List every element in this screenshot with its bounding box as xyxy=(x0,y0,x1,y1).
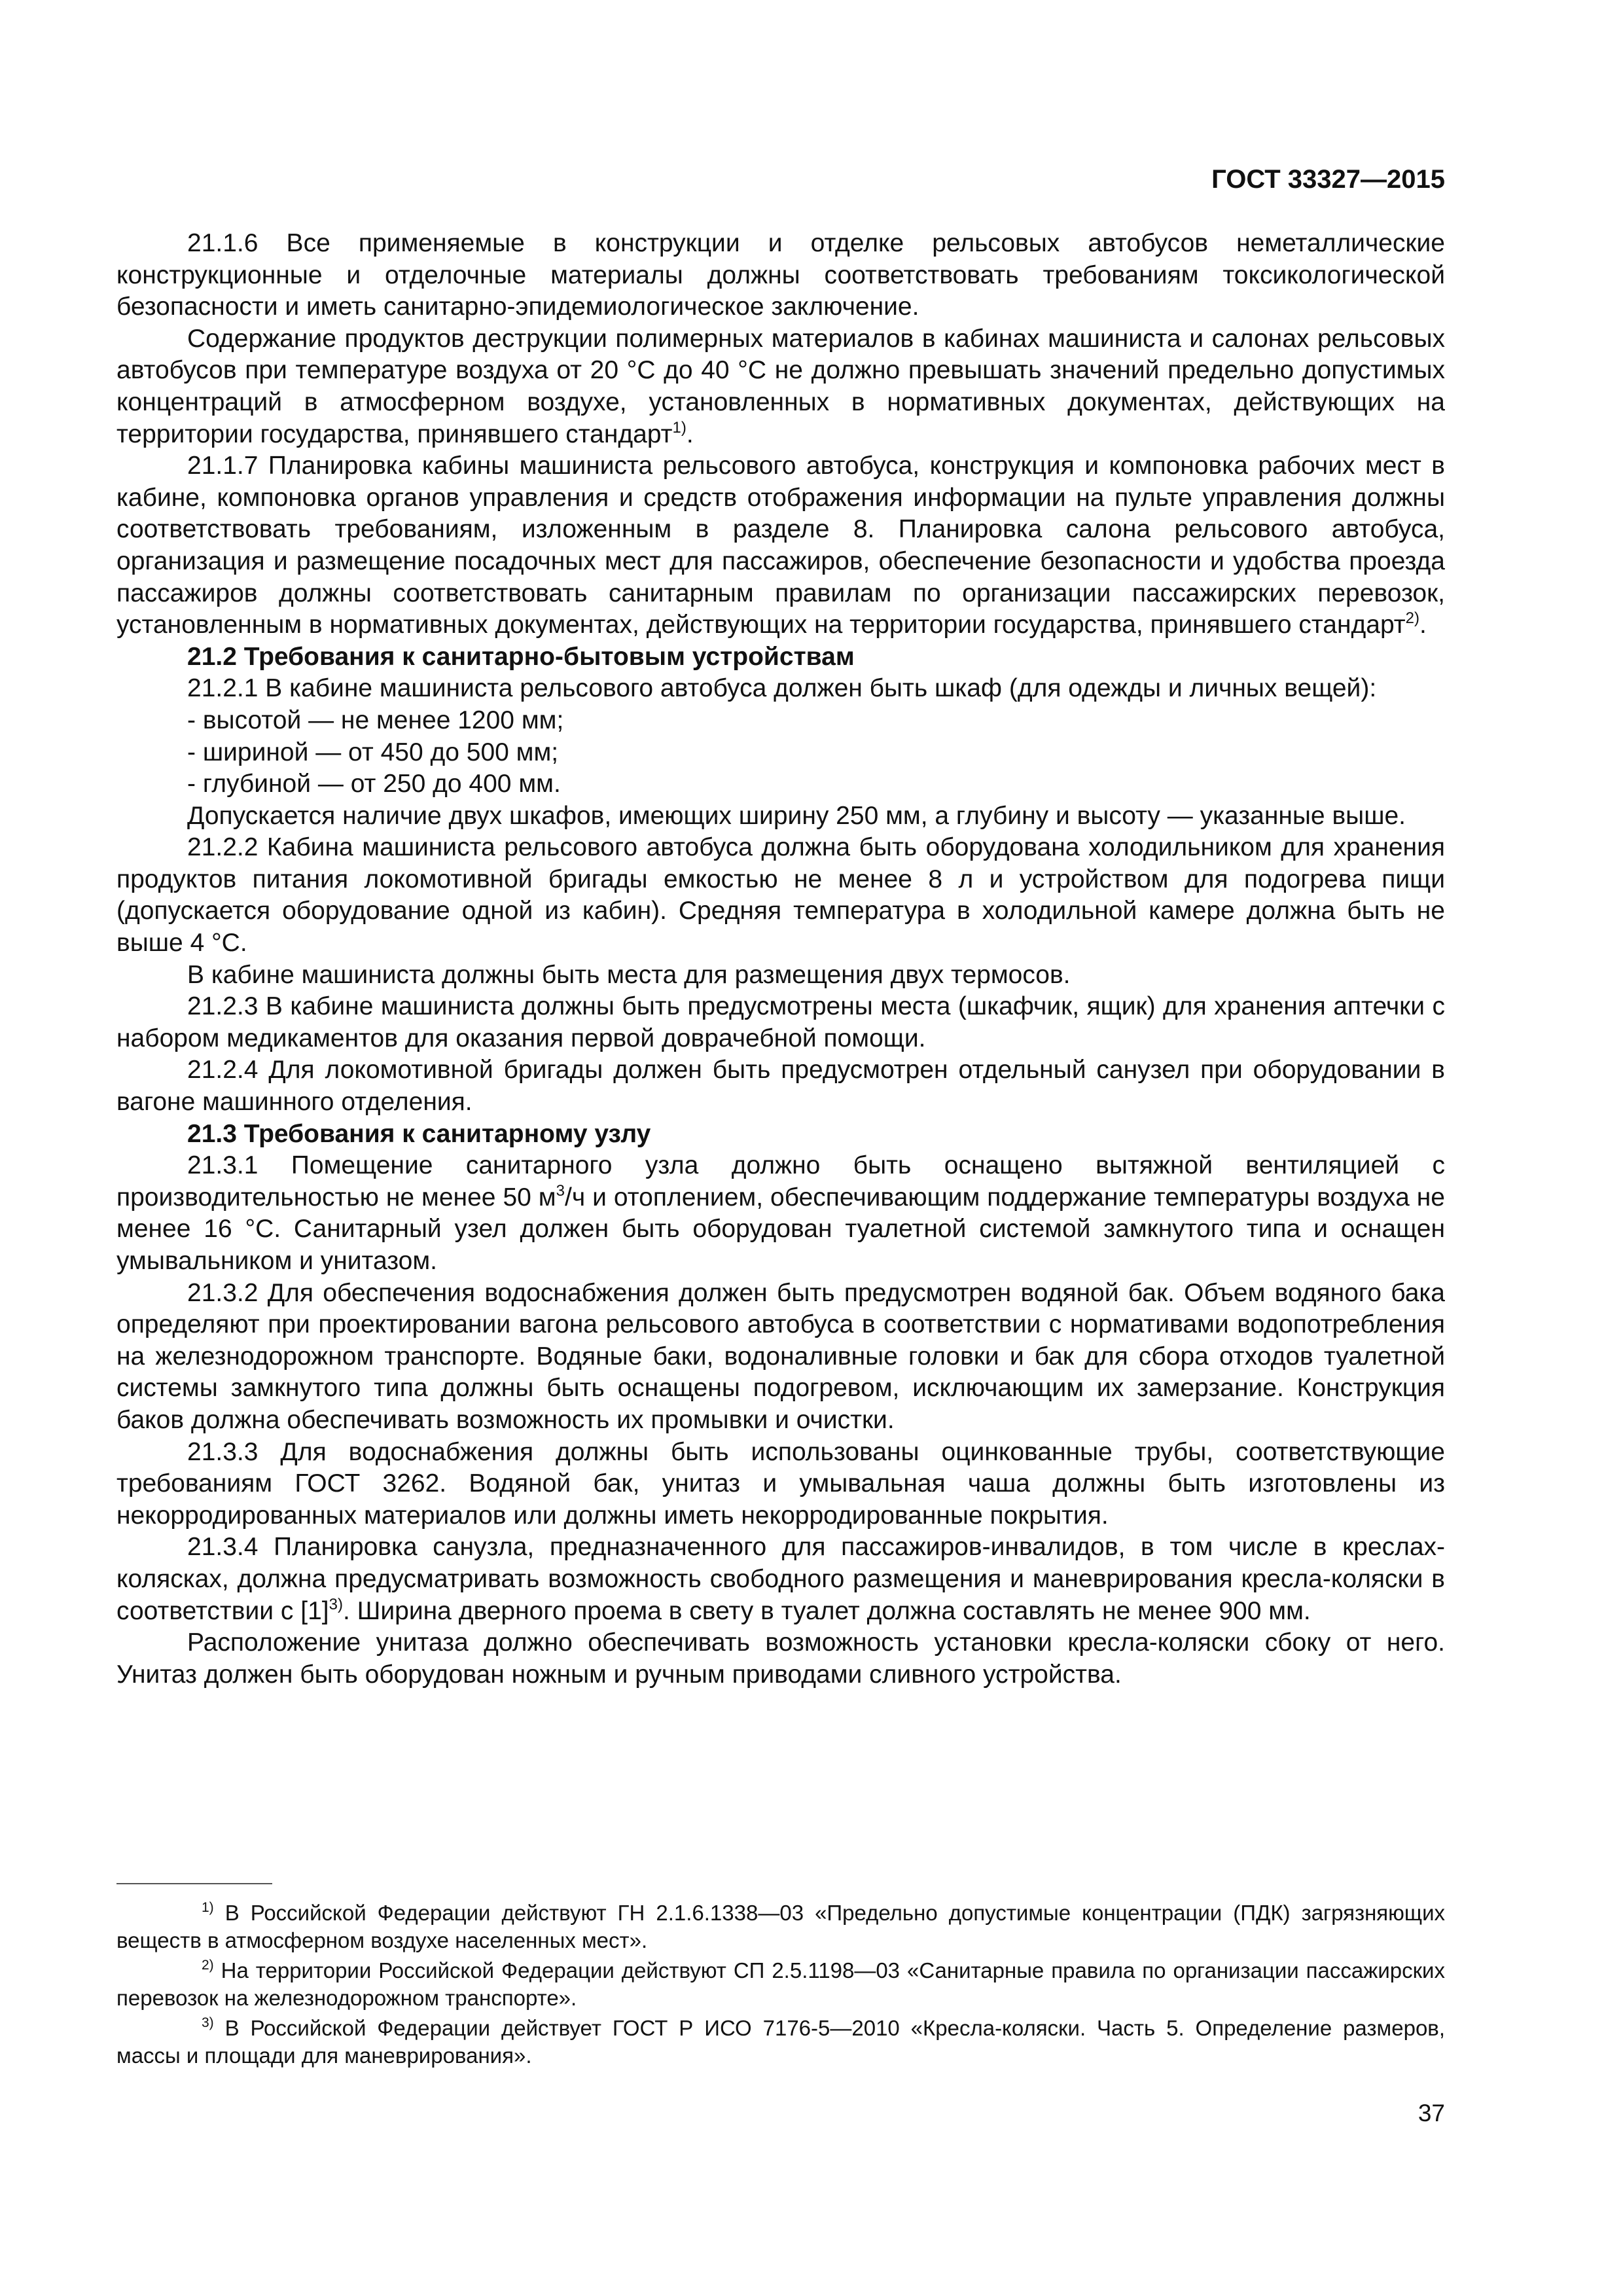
paragraph: Допускается наличие двух шкафов, имеющих ширину 250 мм, а глубину и высоту — указанные выше. xyxy=(187,801,1406,830)
paragraph: 21.3.1 Помещение санитарного узла должно быть оснащено вытяжной вентиляцией с производительностью не менее 50 $м^3/ч$ и отоплением, обеспечивающим поддержание температуры воздуха не менее 16 °С. Санитарный узел должен быть оборудован туалетной системой замкнутого типа и оснащен умывальником и унитазом. xyxy=(116,1151,1445,1275)
footnote-marker: 2) xyxy=(202,1958,214,1973)
footnote-marker: 3) xyxy=(202,2015,214,2030)
paragraph: В кабине машиниста должны быть места для размещения двух термосов. xyxy=(187,960,1071,989)
paragraph: 21.2.3 В кабине машиниста должны быть предусмотрены места (шкафчик, ящик) для хранения аптечки с набором медикаментов для оказания первой доврачебной помощи. xyxy=(116,992,1445,1052)
page-number: 37 xyxy=(1418,2100,1445,2126)
list-item: - глубиной — от 250 до 400 мм. xyxy=(187,770,561,798)
paragraph: 21.2.4 Для локомотивной бригады должен быть предусмотрен отдельный санузел при оборудовании в вагоне машинного отделения. xyxy=(116,1056,1445,1117)
paragraph: 21.2.2 Кабина машиниста рельсового автобуса должна быть оборудована холодильником для хранения продуктов питания локомотивной бригады емкостью не менее 8 л и устройством для подогрева пищи (допускается оборудование одной из кабин). Средняя температура в холодильной камере должна быть не выше 4 °С. xyxy=(116,833,1445,958)
paragraph: 21.3.4 Планировка санузла, предназначенного для пассажиров-инвалидов, в том числе в креслах-колясках, должна предусматривать возможность свободного размещения и маневрирования кресла-коляски в соответствии с $[1]^{3)}$. Ширина дверного проема в свету в туалет должна составлять не менее 900 мм. xyxy=(116,1533,1445,1625)
footnote-ref: 1) xyxy=(672,418,687,437)
superscript: 3 xyxy=(556,1181,565,1200)
footnote-ref: 2) xyxy=(1405,609,1419,628)
paragraph: 21.3.2 Для обеспечения водоснабжения должен быть предусмотрен водяной бак. Объем водяного бака определяют при проектировании вагона рельсового автобуса в соответствии с нормативами водопотребления на железнодорожном транспорте. Водяные баки, водоналивные головки и бак для сбора отходов туалетной системы замкнутого типа должны быть оснащены подогревом, исключающим их замерзание. Конструкция баков должна обеспечивать возможность их промывки и очистки. xyxy=(116,1278,1445,1434)
paragraph: 21.2.1 В кабине машиниста рельсового автобуса должен быть шкаф (для одежды и личных вещей): xyxy=(187,674,1377,703)
standard-designation: ГОСТ 33327—2015 xyxy=(1211,165,1445,194)
footnote-marker: 1) xyxy=(202,1900,214,1915)
footnote-ref: 3) xyxy=(329,1595,343,1613)
paragraph: 21.1.7 Планировка кабины машиниста рельсового автобуса, конструкция и компоновка рабочих мест в кабине, компоновка органов управления и средств отображения информации на пульте управления должны соответствовать требованиям, изложенным в разделе 8. Планировка салона рельсового автобуса, организация и размещение посадочных мест для пассажиров, обеспечение безопасности и удобства проезда пассажиров должны соответствовать санитарным правилам по организации пассажирских перевозок, установленным в нормативных документах, действующих на территории государства, принявшего стандарт$^{2)}$. xyxy=(116,452,1445,639)
footnote: $^{1)}$ В Российской Федерации действуют ГН 2.1.6.1338—03 «Предельно допустимые концентрации (ПДК) загрязняющих веществ в атмосферном воздухе населенных мест». xyxy=(116,1900,1445,1952)
footnote-separator xyxy=(116,1883,272,1884)
footnotes xyxy=(116,1899,1445,2072)
list-item: - шириной — от 450 до 500 мм; xyxy=(187,738,559,766)
section-heading: 21.2 Требования к санитарно-бытовым устройствам xyxy=(187,642,855,671)
body-text xyxy=(116,228,1445,1691)
list-item: - высотой — не менее 1200 мм; xyxy=(187,706,564,734)
section-heading: 21.3 Требования к санитарному узлу xyxy=(187,1119,651,1148)
paragraph: 21.1.6 Все применяемые в конструкции и отделке рельсовых автобусов неметаллические конструкционные и отделочные материалы должны соответствовать требованиям токсикологической безопасности и иметь санитарно-эпидемиологическое заключение. xyxy=(116,229,1445,321)
paragraph: 21.3.3 Для водоснабжения должны быть использованы оцинкованные трубы, соответствующие требованиям ГОСТ 3262. Водяной бак, унитаз и умывальная чаша должны быть изготовлены из некорродированных материалов или должны иметь некорродированные покрытия. xyxy=(116,1437,1445,1530)
footnote: $^{3)}$ В Российской Федерации действует ГОСТ Р ИСО 7176-5—2010 «Кресла-коляски. Часть 5. Определение размеров, массы и площади для маневрирования». xyxy=(116,2015,1445,2068)
paragraph: Содержание продуктов деструкции полимерных материалов в кабинах машиниста и салонах рельсовых автобусов при температуре воздуха от 20 °С до 40 °С не должно превышать значений предельно допустимых концентраций в атмосферном воздухе, установленных в нормативных документах, действующих на территории государства, принявшего стандарт$^{1)}$. xyxy=(116,324,1445,448)
footnote: $^{2)}$ На территории Российской Федерации действуют СП 2.5.1198—03 «Санитарные правила по организации пассажирских перевозок на железнодорожном транспорте». xyxy=(116,1958,1445,2010)
paragraph: Расположение унитаза должно обеспечивать возможность установки кресла-коляски сбоку от него. Унитаз должен быть оборудован ножным и ручным приводами сливного устройства. xyxy=(116,1628,1445,1689)
